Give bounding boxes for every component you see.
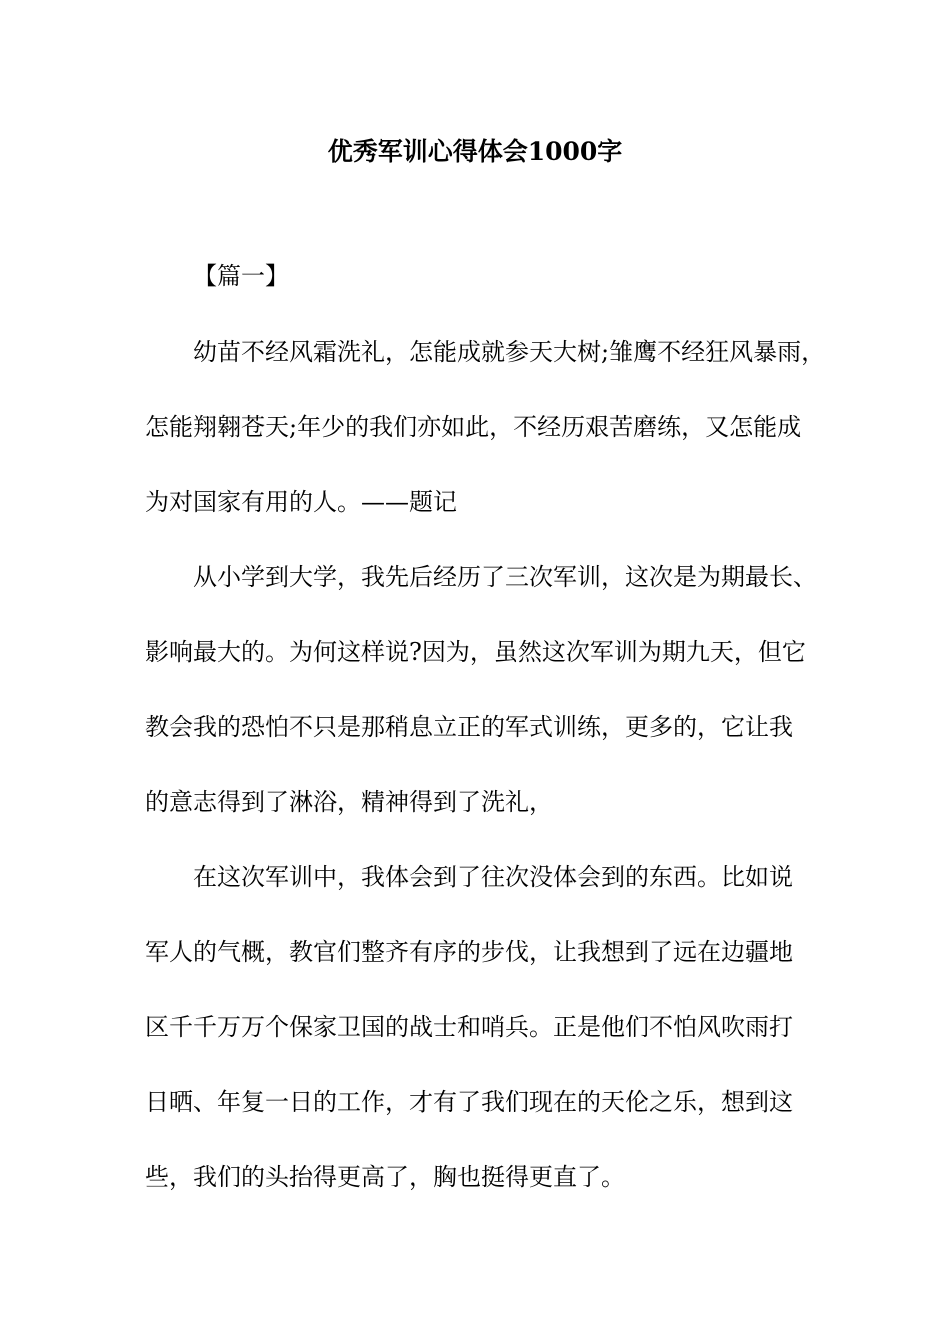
paragraph-line: 从小学到大学，我先后经历了三次军训，这次是为期最长、 (193, 563, 817, 591)
page-title: 优秀军训心得体会1000字 (327, 137, 623, 166)
paragraph-line: 些，我们的头抬得更高了，胸也挺得更直了。 (145, 1163, 625, 1191)
paragraph-line: 怎能翔翱苍天;年少的我们亦如此，不经历艰苦磨练，又怎能成 (145, 413, 802, 441)
paragraph-line: 影响最大的。为何这样说?因为，虽然这次军训为期九天，但它 (145, 638, 806, 666)
paragraph-line: 的意志得到了淋浴，精神得到了洗礼， (145, 788, 553, 816)
paragraph-line: 为对国家有用的人。——题记 (145, 488, 457, 516)
paragraph-line: 在这次军训中，我体会到了往次没体会到的东西。比如说 (193, 863, 793, 891)
paragraph-line: 区千千万万个保家卫国的战士和哨兵。正是他们不怕风吹雨打 (145, 1013, 793, 1041)
paragraph-line: 军人的气概，教官们整齐有序的步伐，让我想到了远在边疆地 (145, 938, 793, 966)
paragraph-line: 幼苗不经风霜洗礼，怎能成就参天大树;雏鹰不经狂风暴雨， (193, 338, 826, 366)
paragraph-line: 日晒、年复一日的工作，才有了我们现在的天伦之乐，想到这 (145, 1088, 793, 1116)
section-label: 【篇一】 (193, 262, 289, 290)
paragraph-line: 教会我的恐怕不只是那稍息立正的军式训练，更多的，它让我 (145, 713, 793, 741)
